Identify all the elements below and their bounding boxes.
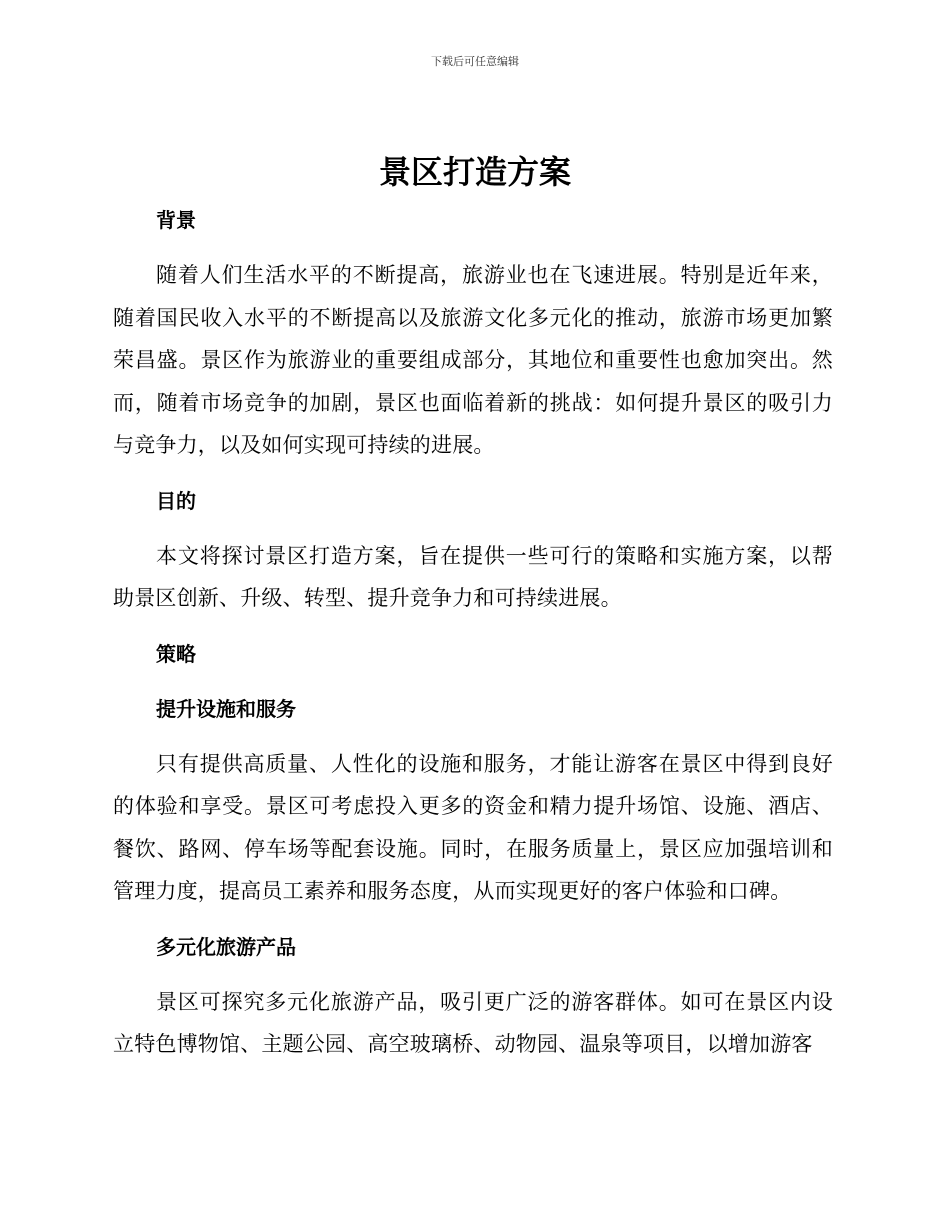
paragraph-products: 景区可探究多元化旅游产品，吸引更广泛的游客群体。如可在景区内设立特色博物馆、主题公园、高空玻璃桥、动物园、温泉等项目，以增加游客 bbox=[113, 989, 833, 1056]
heading-background: 背景 bbox=[156, 208, 196, 232]
paragraph-background: 随着人们生活水平的不断提高，旅游业也在飞速进展。特别是近年来，随着国民收入水平的不断提高以及旅游文化多元化的推动，旅游市场更加繁荣昌盛。景区作为旅游业的重要组成部分，其地位和重要性也愈加突出。然而，随着市场竞争的加剧，景区也面临着新的挑战：如何提升景区的吸引力与竞争力，以及如何实现可持续的进展。 bbox=[113, 263, 833, 457]
heading-facilities: 提升设施和服务 bbox=[156, 696, 296, 721]
heading-products: 多元化旅游产品 bbox=[156, 934, 296, 959]
heading-strategy: 策略 bbox=[156, 641, 196, 666]
paragraph-facilities: 只有提供高质量、人性化的设施和服务，才能让游客在景区中得到良好的体验和享受。景区可考虑投入更多的资金和精力提升场馆、设施、酒店、餐饮、路网、停车场等配套设施。同时，在服务质量上，景区应加强培训和管理力度，提高员工素养和服务态度，从而实现更好的客户体验和口碑。 bbox=[113, 751, 833, 903]
paragraph-purpose: 本文将探讨景区打造方案，旨在提供一些可行的策略和实施方案，以帮助景区创新、升级、转型、提升竞争力和可持续进展。 bbox=[113, 543, 833, 610]
document-body bbox=[113, 199, 833, 1066]
document-title: 景区打造方案 bbox=[378, 153, 571, 191]
header-note: 下载后可任意编辑 bbox=[431, 55, 519, 68]
heading-purpose: 目的 bbox=[156, 488, 196, 513]
